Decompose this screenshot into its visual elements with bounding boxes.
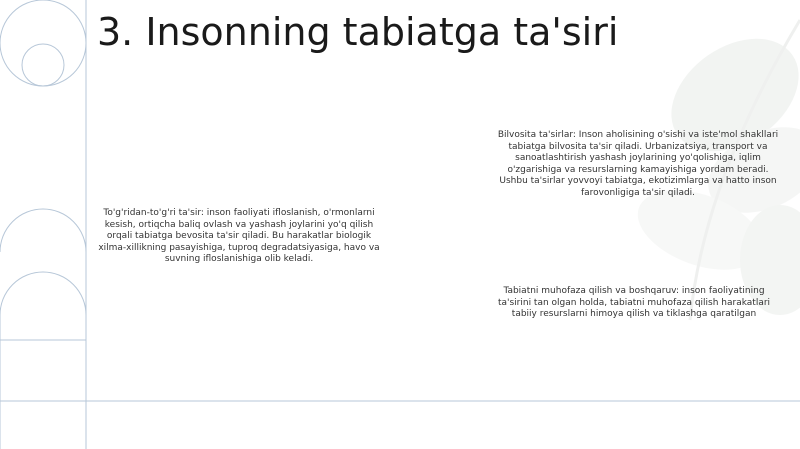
- small-circle-outline: [22, 44, 64, 86]
- slide-title: 3. Insonning tabiatga ta'siri: [97, 10, 619, 54]
- arch-outline-lower: [0, 272, 86, 449]
- circle-outline: [0, 0, 86, 86]
- text-indirect-impact: Bilvosita ta'sirlar: Inson aholisining o'sishi va iste'mol shakllari tabiatga bilvosita ta'sir qiladi. Urbanizatsiya, transport va sanoatlashtirish yashash joylarining yo'qolishiga, iqlim o'zgarishiga va resurslarning kamayishiga yordam beradi. Ushbu ta'sirlar yovvoyi tabiatga, ekotizimlarga va hatto inson farovonligiga ta'sir qiladi.: [497, 130, 779, 198]
- arch-outline: [0, 209, 86, 252]
- text-conservation: Tabiatni muhofaza qilish va boshqaruv: inson faoliyatining ta'sirini tan olgan holda, tabiatni muhofaza qilish harakatlari tabiiy resurslarni himoya qilish va tiklashga qaratilgan: [497, 286, 771, 319]
- text-direct-impact: To'g'ridan-to'g'ri ta'sir: inson faoliyati ifloslanish, o'rmonlarni kesish, ortiqcha baliq ovlash va yashash joylarini yo'q qilish orqali tabiatga bevosita ta'sir qiladi. Bu harakatlar biologik xilma-xillikning pasayishiga, tuproq degradatsiyasiga, havo va suvning ifloslanishiga olib keladi.: [98, 208, 380, 264]
